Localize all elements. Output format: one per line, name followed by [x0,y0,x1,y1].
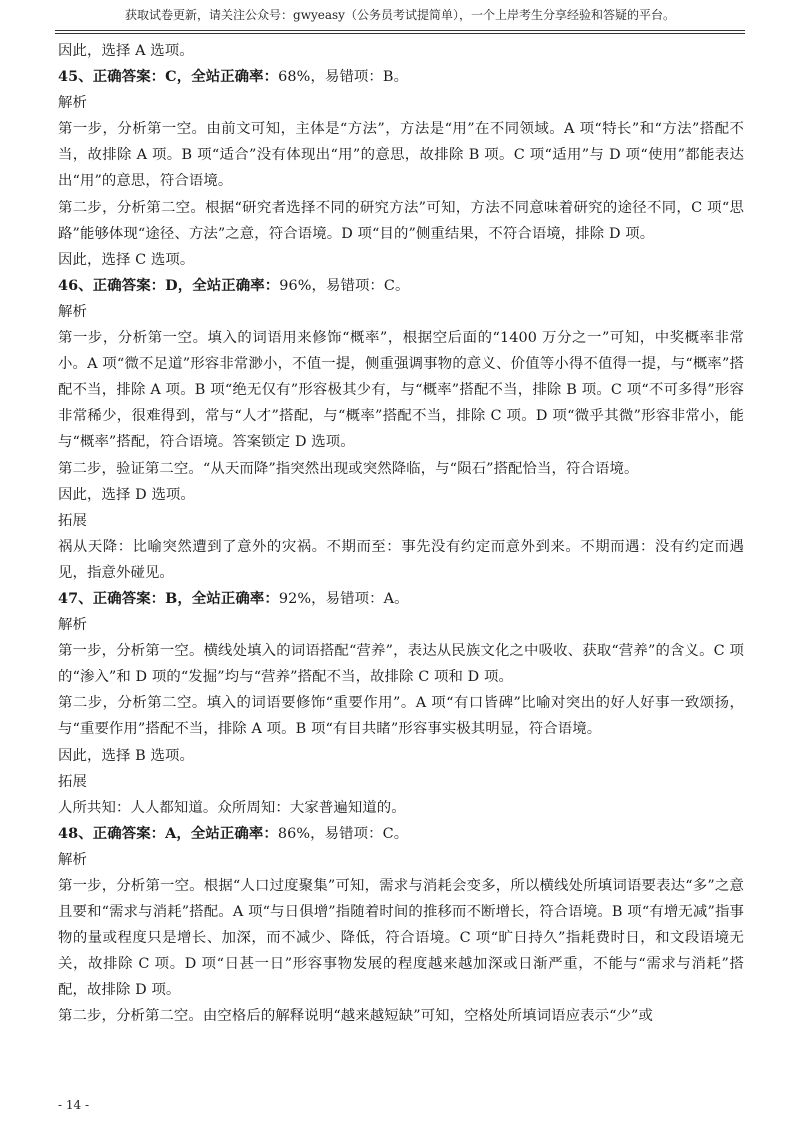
paragraph: 拓展 [58,773,87,790]
answer-line [58,821,744,847]
paragraph: 第一步，分析第一空。根据“人口过度聚集”可知，需求与消耗会变多，所以横线处所填词语要表达“多”之意且要和“需求与消耗”搭配。A 项“与日俱增”指随着时间的推移而不断增长，符合语境。B 项“有增无减”指事物的量或程度只是增长、加深，而不减少、降低，符合语境。C 项“旷日持久”指耗费时日，和文段语境无关，故排除 C 项。D 项“日甚一日”形容事物发展的程度越来越加深或日渐严重，不能与“需求与消耗”搭配，故排除 D 项。 [58,878,744,999]
answer-label: 45、正确答案：C，全站正确率： [58,68,279,86]
answer-line [58,586,744,612]
paragraph: 因此，选择 B 选项。 [58,747,194,764]
paragraph: 因此，选择 A 选项。 [58,43,194,59]
page-number: - 14 - [58,1098,90,1112]
paragraph: 第一步，分析第一空。填入的词语用来修饰“概率”，根据空后面的“1400 万分之一”可知，中奖概率非常小。A 项“微不足道”形容非常渺小，不值一提，侧重强调事物的意义、价值等小得不值得一提，与“概率”搭配不当，排除 A 项。B 项“绝无仅有”形容极其少有，与“概率”搭配不当，排除 B 项。C 项“不可多得”形容非常稀少，很难得到，常与“人才”搭配，与“概率”搭配不当，排除 C 项。D 项“微乎其微”形容非常小，能与“概率”搭配，符合语境。答案锁定 D 选项。 [58,330,744,451]
answer-line [58,273,744,299]
paragraph: 第二步，验证第二空。“从天而降”指突然出现或突然降临，与“陨石”搭配恰当，符合语境。 [58,460,639,477]
paragraph: 因此，选择 C 选项。 [58,251,195,268]
answer-rate: 92%，易错项：A。 [278,590,409,607]
paragraph: 解析 [58,95,87,112]
header-rule-top [55,30,745,31]
answer-line [58,64,744,90]
paragraph: 第二步，分析第二空。根据“研究者选择不同的研究方法”可知，方法不同意味着研究的途径不同，C 项“思路”能够体现“途径、方法”之意，符合语境。D 项“目的”侧重结果，不符合语境，排除 D 项。 [58,199,744,242]
paragraph: 第二步，分析第二空。由空格后的解释说明“越来越短缺”可知，空格处所填词语应表示“少”或 [58,1008,653,1025]
paragraph: 第二步，分析第二空。填入的词语要修饰“重要作用”。A 项“有口皆碑”比喻对突出的好人好事一致颂扬，与“重要作用”搭配不当，排除 A 项。B 项“有目共睹”形容事实极其明显，符合语境。 [58,695,744,738]
paragraph: 第一步，分析第一空。由前文可知，主体是“方法”，方法是“用”在不同领域。A 项“特长”和“方法”搭配不当，故排除 A 项。B 项“适合”没有体现出“用”的意思，故排除 B 项。C 项“适用”与 D 项“使用”都能表达出“用”的意思，符合语境。 [58,121,744,190]
paragraph: 拓展 [58,512,87,529]
page-header: 获取试卷更新，请关注公众号：gwyeasy（公务员考试提简单），一个上岸考生分享经验和答疑的平台。 [125,8,675,22]
paragraph: 解析 [58,617,87,634]
paragraph: 人所共知：人人都知道。众所周知：大家普遍知道的。 [58,799,406,816]
answer-label: 47、正确答案：B，全站正确率： [58,589,279,607]
answer-rate: 86%，易错项：C。 [277,825,409,842]
document-body [58,38,744,1030]
paragraph: 第一步，分析第一空。横线处填入的词语搭配“营养”，表达从民族文化之中吸收、获取“营养”的含义。C 项的“渗入”和 D 项的“发掘”均与“营养”搭配不当，故排除 C 项和 D 项。 [58,643,744,686]
paragraph: 解析 [58,303,87,320]
header-rule-bottom [55,33,745,34]
paragraph: 因此，选择 D 选项。 [58,486,195,503]
paragraph: 祸从天降：比喻突然遭到了意外的灾祸。不期而至：事先没有约定而意外到来。不期而遇：没有约定而遇见，指意外碰见。 [58,538,744,581]
answer-rate: 68%，易错项：B。 [278,69,409,86]
paragraph: 解析 [58,851,87,868]
answer-label: 46、正确答案：D，全站正确率： [58,276,280,294]
answer-label: 48、正确答案：A，全站正确率： [58,824,278,842]
answer-rate: 96%，易错项：C。 [279,277,410,294]
